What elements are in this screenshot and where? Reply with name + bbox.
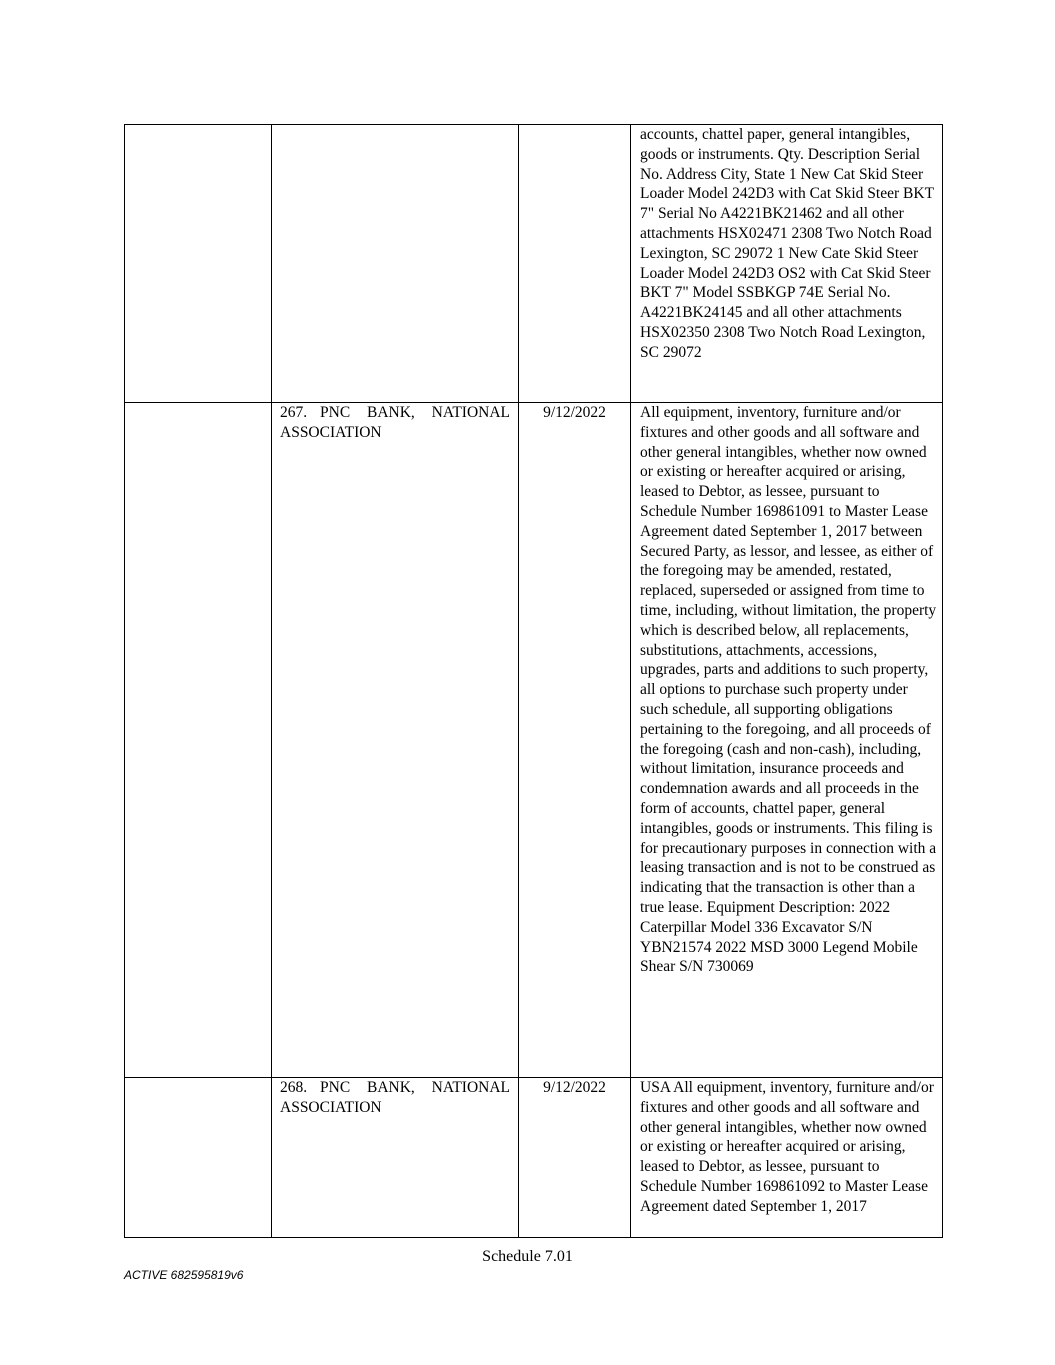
filing-date: 9/12/2022 — [543, 404, 606, 421]
party-number: 267. — [280, 404, 308, 421]
party-name-line1: PNC BANK, NATIONAL — [320, 1079, 510, 1096]
collateral-description-cell — [631, 403, 943, 1078]
party-name-line1: PNC BANK, NATIONAL — [320, 404, 510, 421]
table-row — [125, 403, 943, 1078]
party-name-line2: ASSOCIATION — [280, 423, 382, 441]
secured-party-cell — [272, 125, 519, 403]
party-name-line2: ASSOCIATION — [280, 1098, 382, 1116]
document-id: ACTIVE 682595819v6 — [124, 1268, 244, 1282]
filing-date: 9/12/2022 — [543, 1079, 606, 1096]
filing-date-cell — [519, 125, 631, 403]
collateral-description-cell — [631, 1078, 943, 1238]
filing-date-cell — [519, 1078, 631, 1238]
debtor-cell — [125, 1078, 272, 1238]
schedule-table — [124, 124, 943, 1238]
secured-party-cell — [272, 403, 519, 1078]
debtor-cell — [125, 125, 272, 403]
debtor-cell — [125, 403, 272, 1078]
collateral-description-cell — [631, 125, 943, 403]
collateral-description: USA All equipment, inventory, furniture and/or fixtures and other goods and all software and other general intangibles, whether now owned or existing or hereafter acquired or arising, leased to Debtor, as lessee, pursuant to Schedule Number 169861092 to Master Lease Agreement dated September 1, 2017 — [640, 1079, 934, 1215]
page-footer-schedule-label: Schedule 7.01 — [482, 1248, 573, 1265]
table-row — [125, 125, 943, 403]
collateral-description: accounts, chattel paper, general intangibles, goods or instruments. Qty. Description Serial No. Address City, State 1 New Cat Skid Steer Loader Model 242D3 with Cat Skid Steer BKT 7" Serial No A4221BK21462 and all other attachments HSX02471 2308 Two Notch Road Lexington, SC 29072 1 New Cate Skid Steer Loader Model 242D3 OS2 with Cat Skid Steer BKT 7" Model SSBKGP 74E Serial No. A4221BK24145 and all other attachments HSX02350 2308 Two Notch Road Lexington, SC 29072 — [640, 126, 934, 361]
collateral-description: All equipment, inventory, furniture and/or fixtures and other goods and all software and other general intangibles, whether now owned or existing or hereafter acquired or arising, leased to Debtor, as lessee, pursuant to Schedule Number 169861091 to Master Lease Agreement dated September 1, 2017 between Secured Party, as lessor, and lessee, as either of the foregoing may be amended, restated, replaced, superseded or assigned from time to time, including, without limitation, the property which is described below, all replacements, substitutions, attachments, accessions, upgrades, parts and additions to such property, all options to purchase such property under such schedule, all supporting obligations pertaining to the foregoing, and all proceeds of the foregoing (cash and non-cash), including, without limitation, insurance proceeds and condemnation awards and all proceeds in the form of accounts, chattel paper, general intangibles, goods or instruments. This filing is for precautionary purposes in connection with a leasing transaction and is not to be construed as indicating that the transaction is other than a true lease. Equipment Description: 2022 Caterpillar Model 336 Excavator S/N YBN21574 2022 MSD 3000 Legend Mobile Shear S/N 730069 — [640, 404, 937, 976]
party-number: 268. — [280, 1079, 308, 1096]
table-row — [125, 1078, 943, 1238]
secured-party-cell — [272, 1078, 519, 1238]
filing-date-cell — [519, 403, 631, 1078]
